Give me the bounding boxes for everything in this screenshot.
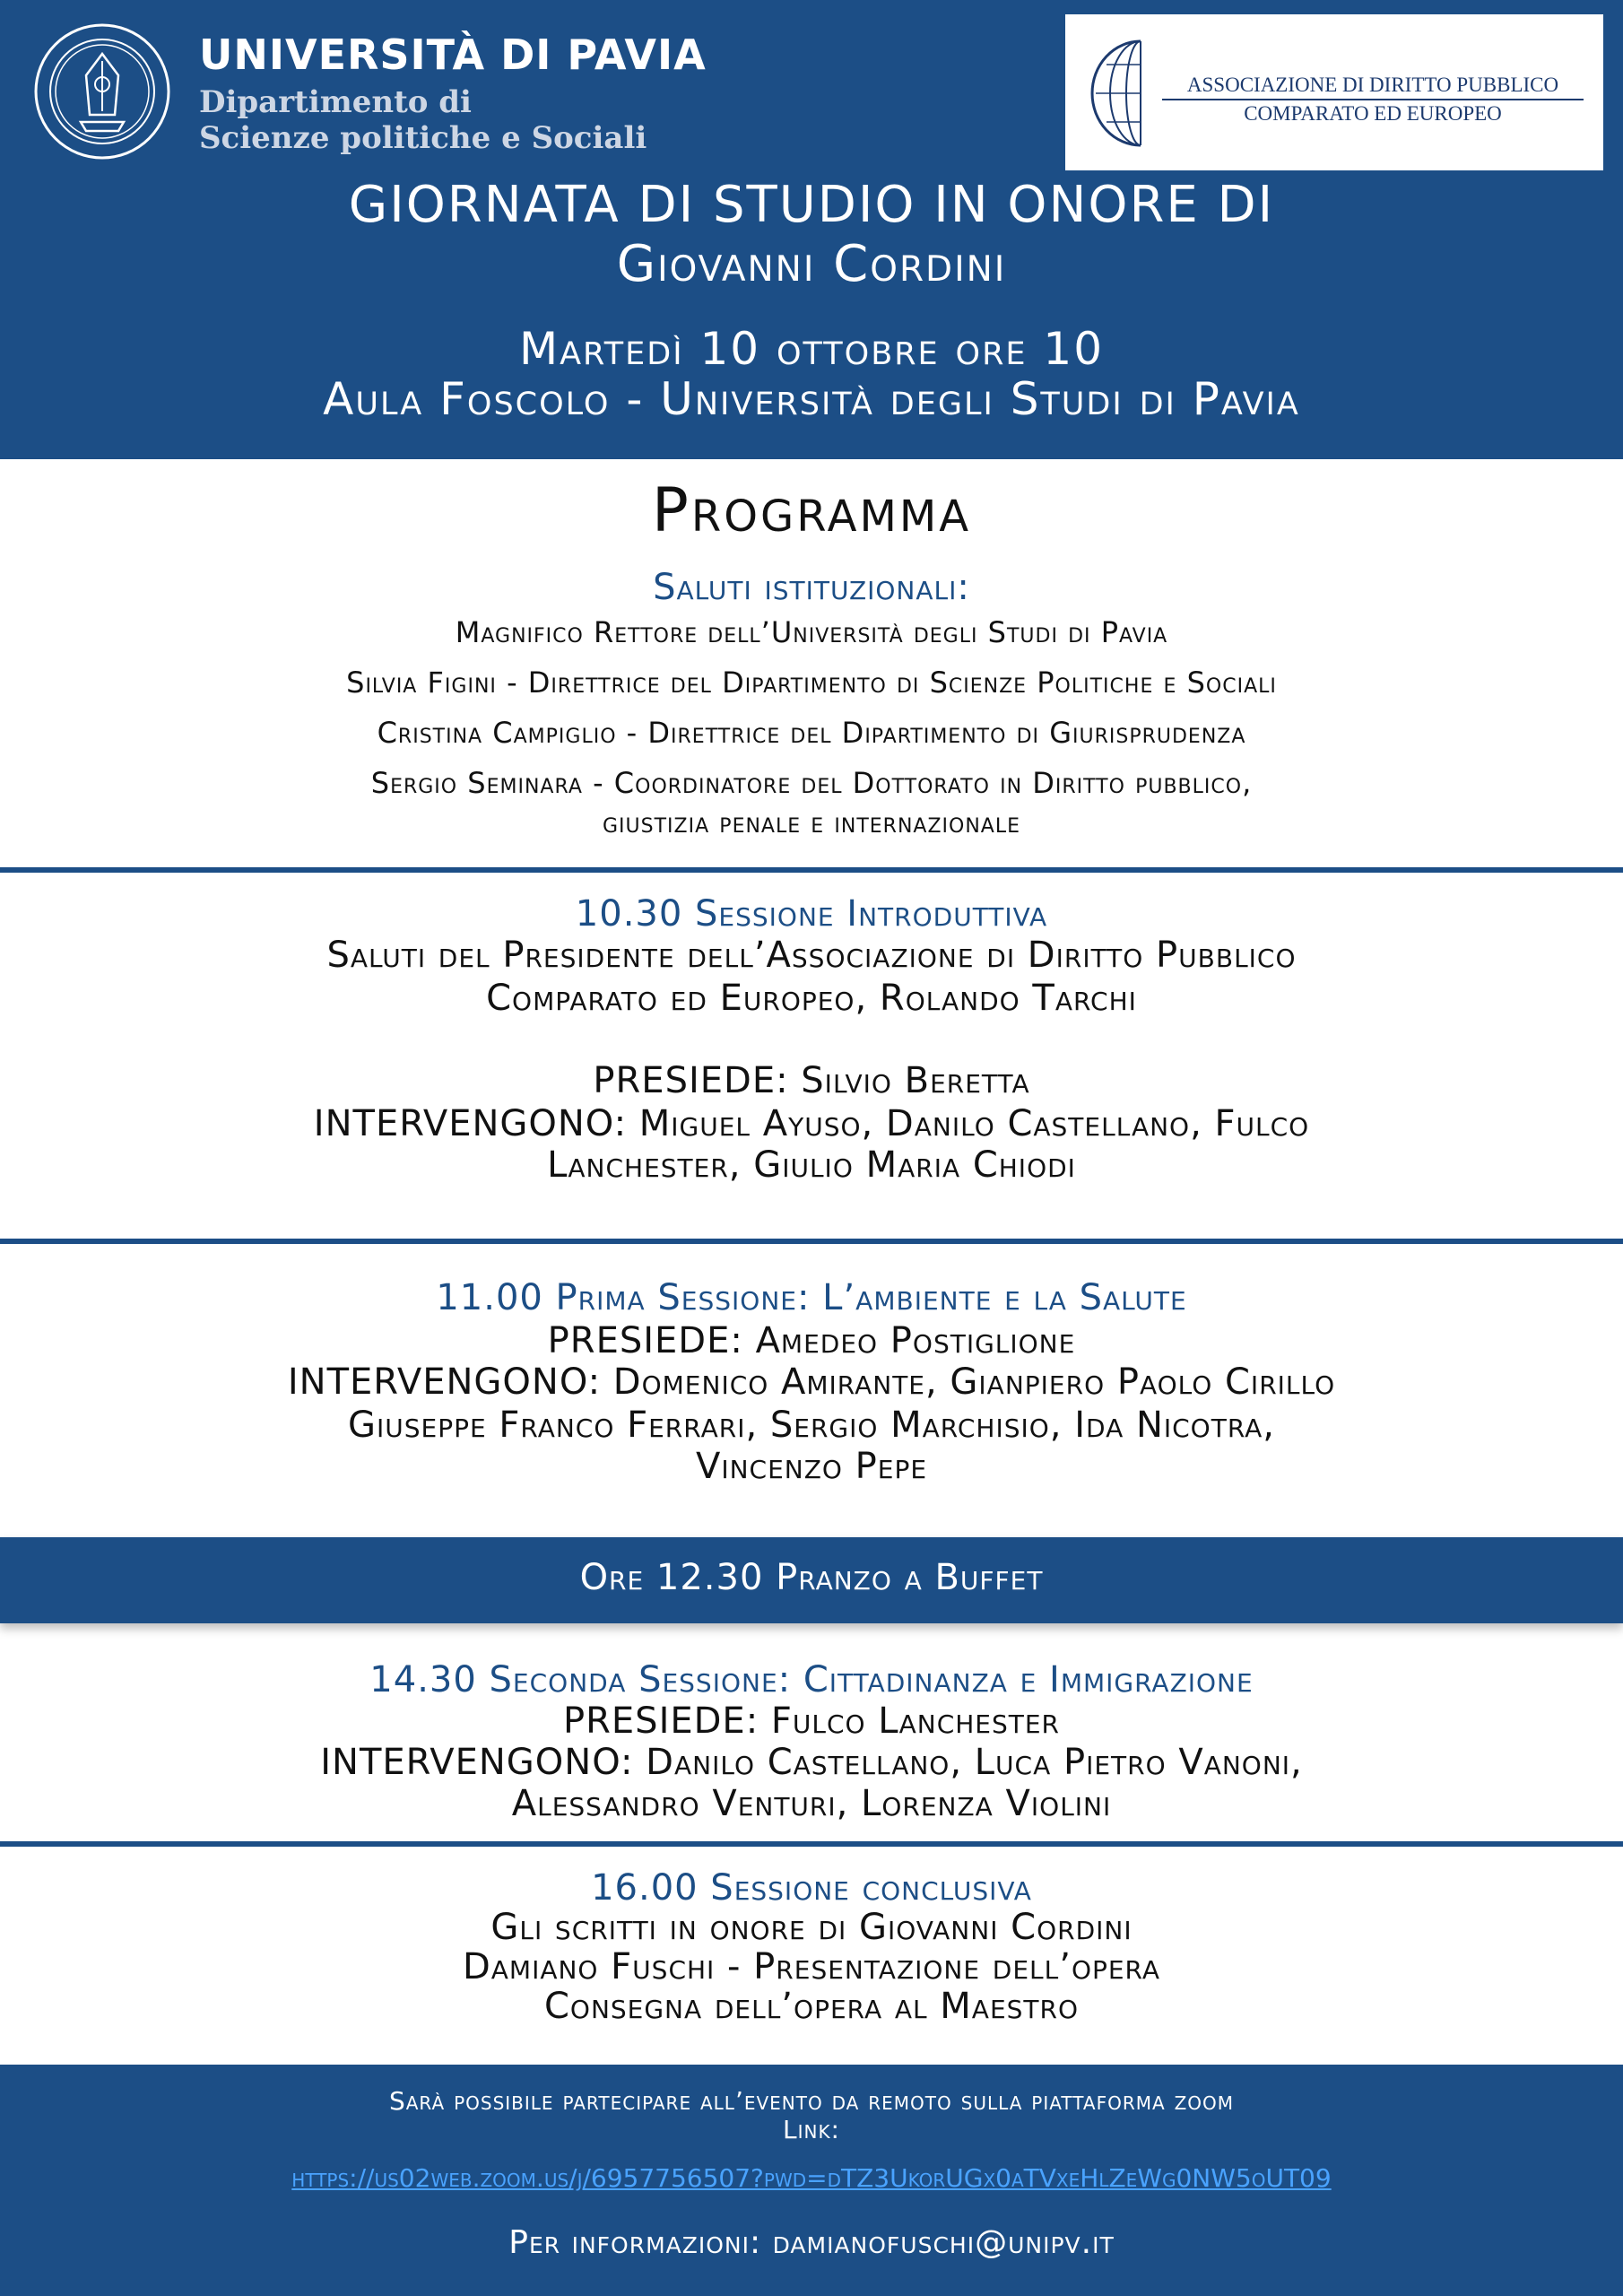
university-seal-icon: [32, 22, 172, 161]
session-line: Alessandro Venturi, Lorenza Violini: [511, 1783, 1112, 1824]
session-line: Gli scritti in onore di Giovanni Cordini: [490, 1907, 1133, 1948]
department-name-line1: Dipartimento di: [199, 84, 472, 120]
association-name-line1: ASSOCIAZIONE DI DIRITTO PUBBLICO: [1186, 74, 1559, 96]
session-line: PRESIEDE: Amedeo Postiglione: [547, 1320, 1076, 1361]
remote-participation-note: Sarà possibile partecipare all’evento da remoto sulla piattaforma zoom: [388, 2086, 1235, 2116]
session-line: Saluti del Presidente dell’Associazione di Diritto Pubblico: [326, 935, 1297, 976]
program-heading: Programma: [651, 475, 972, 546]
section-divider: [0, 1841, 1623, 1847]
greetings-heading: Saluti istituzionali:: [653, 567, 970, 608]
session-heading: 14.30 Seconda Sessione: Cittadinanza e Immigrazione: [369, 1659, 1254, 1700]
section-divider: [0, 1239, 1623, 1244]
globe-icon: [1089, 38, 1142, 149]
link-label: Link:: [782, 2115, 840, 2144]
session-line: Giuseppe Franco Ferrari, Sergio Marchisio, Ida Nicotra,: [347, 1405, 1276, 1446]
session-line: INTERVENGONO: Danilo Castellano, Luca Pietro Vanoni,: [320, 1742, 1303, 1783]
association-divider: [1162, 99, 1584, 100]
session-line: PRESIEDE: Fulco Lanchester: [562, 1700, 1061, 1742]
session-line: Vincenzo Pepe: [695, 1446, 928, 1487]
event-date: Martedì 10 ottobre ore 10: [518, 323, 1105, 375]
lunch-text: Ore 12.30 Pranzo a Buffet: [579, 1557, 1044, 1598]
greetings-line: Silvia Figini - Direttrice del Dipartimento di Scienze Politiche e Sociali: [346, 665, 1277, 700]
association-logo: [1065, 14, 1603, 170]
session-line: INTERVENGONO: Miguel Ayuso, Danilo Castellano, Fulco: [313, 1103, 1310, 1144]
lunch-band: [0, 1537, 1623, 1623]
session-heading: 10.30 Sessione Introduttiva: [575, 893, 1048, 935]
association-name-line2: COMPARATO ED EUROPEO: [1244, 102, 1502, 125]
header-band: [0, 0, 1623, 459]
greetings-line: Sergio Seminara - Coordinatore del Dottorato in Diritto pubblico,: [370, 766, 1253, 800]
greetings-line: Cristina Campiglio - Direttrice del Dipartimento di Giurisprudenza: [377, 716, 1246, 750]
university-name: UNIVERSITÀ DI PAVIA: [199, 30, 707, 79]
greetings-line: giustizia penale e internazionale: [602, 805, 1020, 839]
zoom-link[interactable]: https://us02web.zoom.us/j/6957756507?pwd=dTZ3UkorUGx0aTVxeHlZeWg0NW5oUT09: [291, 2163, 1332, 2193]
session-line: Comparato ed Europeo, Rolando Tarchi: [486, 978, 1137, 1019]
session-heading: 11.00 Prima Sessione: L’ambiente e la Salute: [436, 1277, 1187, 1318]
footer-band: [0, 2065, 1623, 2296]
session-line: INTERVENGONO: Domenico Amirante, Gianpiero Paolo Cirillo: [287, 1361, 1336, 1403]
event-location: Aula Foscolo - Università degli Studi di Pavia: [323, 373, 1300, 425]
session-heading: 16.00 Sessione conclusiva: [591, 1867, 1032, 1909]
session-line: Lanchester, Giulio Maria Chiodi: [547, 1144, 1076, 1186]
event-title-line2: Giovanni Cordini: [616, 235, 1007, 293]
section-divider: [0, 867, 1623, 873]
contact-info: Per informazioni: damianofuschi@unipv.it: [508, 2224, 1115, 2261]
greetings-line: Magnifico Rettore dell’Università degli Studi di Pavia: [455, 615, 1168, 649]
session-line: PRESIEDE: Silvio Beretta: [593, 1060, 1030, 1101]
session-line: Damiano Fuschi - Presentazione dell’opera: [462, 1946, 1161, 1987]
session-line: Consegna dell’opera al Maestro: [543, 1986, 1080, 2027]
event-title-line1: GIORNATA DI STUDIO IN ONORE DI: [348, 176, 1275, 234]
department-name-line2: Scienze politiche e Sociali: [199, 120, 647, 156]
